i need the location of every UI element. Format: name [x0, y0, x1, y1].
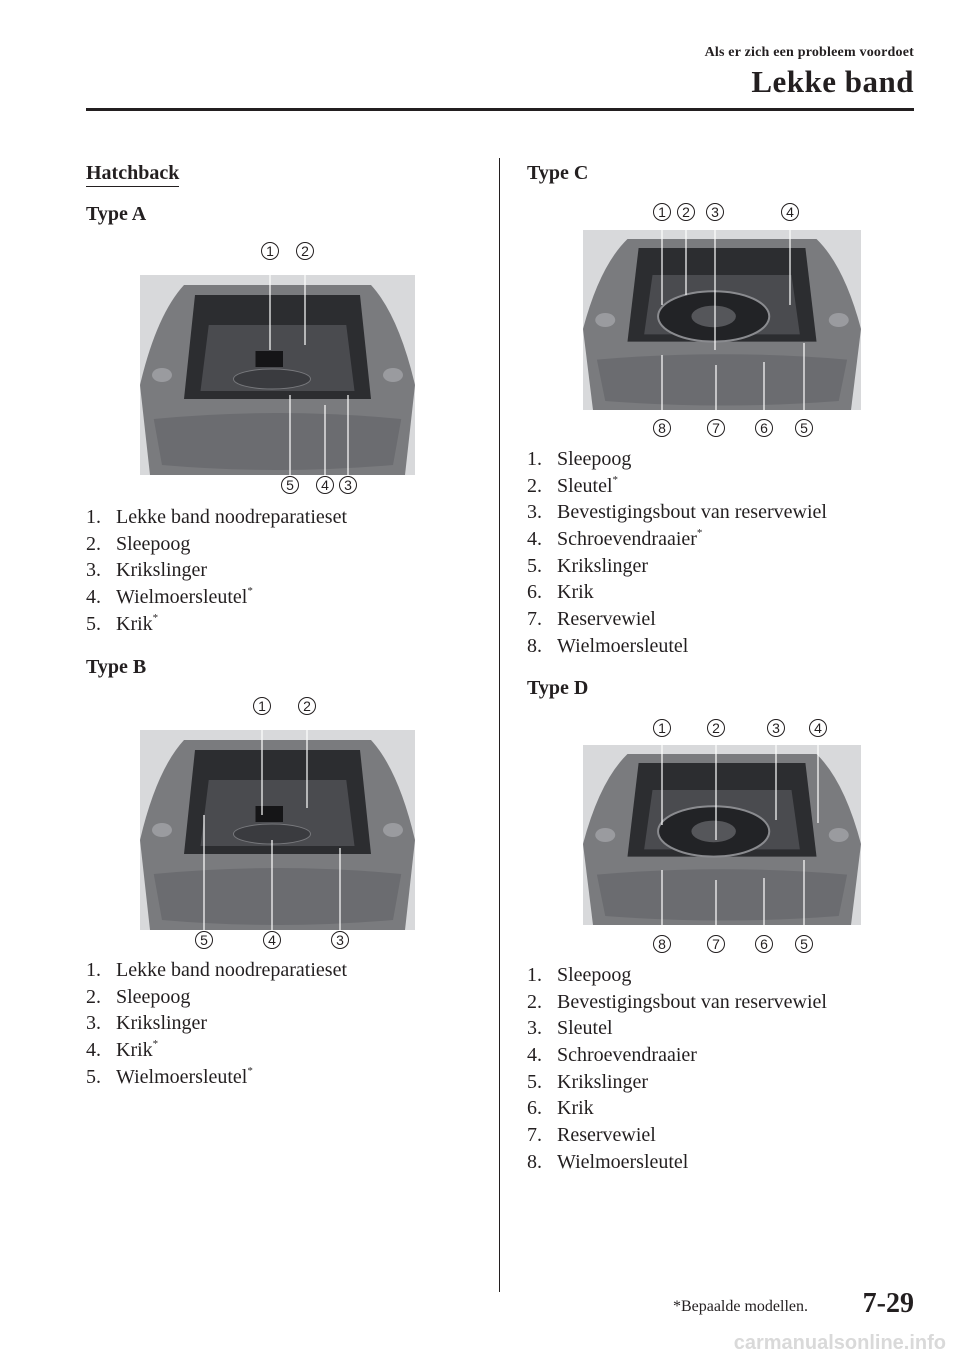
legend-item-number: 2.	[527, 474, 542, 497]
legend-item	[527, 553, 827, 580]
legend-item-number: 2.	[86, 532, 101, 555]
legend-item-text: Sleepoog	[557, 448, 632, 470]
tail-light-left	[152, 823, 172, 837]
legend-item-text: Krikslinger	[116, 559, 208, 582]
legend-item-number: 2.	[527, 990, 542, 1013]
legend-item-text: Wielmoersleutel	[557, 1150, 689, 1173]
callout-number: 3	[711, 204, 719, 220]
chapter-title: Als er zich een probleem voordoet	[704, 45, 914, 60]
legend-item-number: 5.	[86, 612, 101, 635]
rear-bumper	[154, 868, 402, 925]
legend-item-text: Krikslinger	[557, 554, 649, 577]
legend-item	[86, 1037, 347, 1064]
callout-number: 3	[772, 720, 780, 736]
legend-item-number: 5.	[527, 554, 542, 577]
callout-number: 6	[760, 936, 768, 952]
legend-item	[527, 473, 827, 500]
legend-item	[527, 1149, 827, 1176]
callout-number: 8	[658, 420, 666, 436]
legend-item-number: 6.	[527, 1097, 542, 1120]
legend-item	[527, 1015, 827, 1042]
watermark: carmanualsonline.info	[733, 1332, 946, 1354]
legend-item-text: Lekke band noodreparatieset	[116, 959, 348, 981]
footnote-marker: *	[152, 1038, 159, 1051]
legend-item-text: Wielmoersleutel	[557, 634, 689, 657]
page-title: Lekke band	[751, 64, 914, 99]
callout-number: 2	[301, 243, 309, 259]
figure-type-b	[130, 690, 430, 960]
legend-item	[86, 504, 347, 531]
callout-number: 2	[712, 720, 720, 736]
callout-number: 2	[303, 698, 311, 714]
rear-bumper	[154, 413, 402, 470]
legend-item	[527, 579, 827, 606]
legend-item	[86, 557, 347, 584]
legend-item-text: Krik	[116, 612, 153, 635]
section-heading-hatchback: Hatchback	[86, 162, 179, 187]
legend-item	[527, 1095, 827, 1122]
legend-item	[527, 1069, 827, 1096]
type-a-legend	[86, 504, 347, 637]
legend-item-text: Sleepoog	[557, 964, 632, 986]
legend-item	[527, 1122, 827, 1149]
rear-bumper	[597, 354, 847, 405]
legend-item	[527, 1042, 827, 1069]
type-d-heading: Type D	[527, 677, 589, 699]
legend-item-number: 4.	[86, 1039, 101, 1062]
footnote-marker: *	[247, 1064, 253, 1077]
tail-light-right	[383, 368, 403, 382]
legend-item-number: 1.	[527, 964, 542, 986]
type-d-legend	[527, 962, 827, 1176]
legend-item	[86, 584, 347, 611]
legend-item-text: Wielmoersleutel	[116, 586, 248, 609]
legend-item-number: 1.	[527, 448, 542, 470]
type-c-legend	[527, 446, 827, 660]
legend-item	[527, 989, 827, 1016]
legend-item-number: 4.	[527, 1044, 542, 1067]
legend-item-number: 1.	[86, 959, 101, 981]
callout-number: 2	[682, 204, 690, 220]
legend-item	[527, 962, 827, 989]
rear-bumper	[597, 869, 847, 920]
footnote-marker: *	[152, 611, 159, 624]
legend-item-text: Krikslinger	[116, 1012, 208, 1035]
footnote-marker: *	[696, 527, 703, 540]
callout-number: 5	[286, 477, 294, 493]
legend-item-text: Bevestigingsbout van reservewiel	[557, 501, 827, 524]
callout-number: 1	[258, 698, 266, 714]
legend-item	[86, 984, 347, 1011]
tail-light-right	[829, 828, 849, 842]
legend-item-number: 7.	[527, 608, 542, 631]
tail-light-left	[595, 313, 615, 327]
legend-item	[527, 446, 827, 473]
legend-item	[527, 526, 827, 553]
callout-number: 5	[800, 936, 808, 952]
callout-number: 4	[268, 932, 276, 948]
callout-number: 1	[658, 720, 666, 736]
legend-item-number: 3.	[86, 559, 101, 582]
spare-wheel-hub	[691, 821, 735, 843]
legend-item-number: 3.	[527, 1017, 542, 1040]
column-divider	[499, 158, 500, 1292]
spare-wheel-hub	[691, 306, 735, 328]
car-rear-photo	[140, 275, 415, 475]
tail-light-right	[383, 823, 403, 837]
floor-tray	[234, 369, 311, 389]
legend-item-number: 5.	[527, 1070, 542, 1093]
legend-item-number: 8.	[527, 634, 542, 657]
tail-light-right	[829, 313, 849, 327]
type-b-heading: Type B	[86, 656, 147, 678]
callout-number: 7	[712, 936, 720, 952]
figure-type-d	[575, 712, 875, 982]
callout-number: 3	[336, 932, 344, 948]
legend-item	[86, 531, 347, 558]
legend-item	[527, 606, 827, 633]
legend-item	[86, 1010, 347, 1037]
legend-item-number: 8.	[527, 1150, 542, 1173]
legend-item-text: Sleutel	[557, 1017, 613, 1040]
legend-item-number: 3.	[527, 501, 542, 524]
callout-number: 8	[658, 936, 666, 952]
legend-item-text: Sleepoog	[116, 532, 191, 555]
legend-item-number: 3.	[86, 1012, 101, 1035]
legend-item-text: Schroevendraaier	[557, 1044, 697, 1067]
trunk-illustration	[130, 690, 430, 960]
legend-item-number: 7.	[527, 1124, 542, 1147]
trunk-illustration	[575, 195, 875, 465]
legend-item-text: Lekke band noodreparatieset	[116, 506, 348, 528]
callout-number: 4	[321, 477, 329, 493]
legend-item-number: 4.	[86, 586, 101, 609]
type-a-heading: Type A	[86, 203, 147, 225]
legend-item-number: 5.	[86, 1065, 101, 1088]
callout-number: 7	[712, 420, 720, 436]
figure-type-a	[130, 235, 430, 505]
legend-item	[86, 611, 347, 638]
repair-kit-box	[256, 351, 284, 367]
trunk-illustration	[130, 235, 430, 505]
callout-number: 1	[266, 243, 274, 259]
car-rear-photo	[583, 745, 861, 925]
figure-type-c	[575, 195, 875, 465]
legend-item	[86, 957, 347, 984]
header-divider	[86, 108, 914, 111]
legend-item-text: Krikslinger	[557, 1070, 649, 1093]
legend-item-number: 2.	[86, 985, 101, 1008]
trunk-illustration	[575, 712, 875, 982]
legend-item-text: Reservewiel	[557, 1124, 656, 1147]
legend-item-text: Reservewiel	[557, 608, 656, 631]
legend-item	[527, 633, 827, 660]
legend-item-number: 6.	[527, 581, 542, 604]
repair-kit-box	[256, 806, 284, 822]
callout-number: 4	[814, 720, 822, 736]
legend-item-text: Krik	[116, 1039, 153, 1062]
callout-number: 4	[786, 204, 794, 220]
legend-item-text: Krik	[557, 1097, 594, 1120]
callout-number: 1	[658, 204, 666, 220]
legend-item-text: Bevestigingsbout van reservewiel	[557, 990, 827, 1013]
type-b-legend	[86, 957, 347, 1090]
type-c-heading: Type C	[527, 162, 589, 184]
footnote-marker: *	[247, 585, 253, 598]
legend-item-number: 4.	[527, 528, 542, 551]
callout-number: 6	[760, 420, 768, 436]
legend-item-number: 1.	[86, 506, 101, 528]
footnote: *Bepaalde modellen.	[672, 1298, 808, 1315]
legend-item-text: Sleepoog	[116, 985, 191, 1008]
car-rear-photo	[140, 730, 415, 930]
page-number: 7-29	[862, 1288, 914, 1319]
footnote-marker: *	[612, 473, 619, 486]
callout-number: 3	[344, 477, 352, 493]
legend-item-text: Krik	[557, 581, 594, 604]
legend-item-text: Wielmoersleutel	[116, 1065, 248, 1088]
car-rear-photo	[583, 230, 861, 410]
legend-item-text: Sleutel	[557, 474, 613, 497]
callout-number: 5	[800, 420, 808, 436]
tail-light-left	[152, 368, 172, 382]
callout-number: 5	[200, 932, 208, 948]
legend-item-text: Schroevendraaier	[557, 528, 697, 551]
tail-light-left	[595, 828, 615, 842]
legend-item	[86, 1064, 347, 1091]
legend-item	[527, 499, 827, 526]
